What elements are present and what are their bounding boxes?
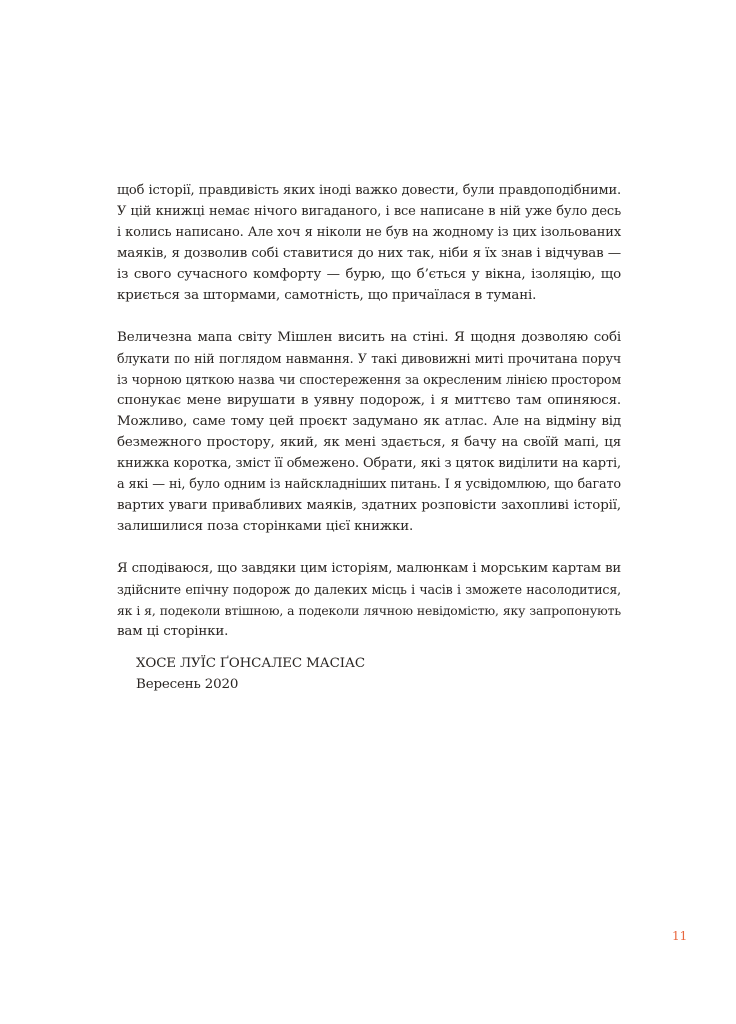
author-name: ХОСЕ ЛУЇС ҐОНСАЛЕС МАСІАС (136, 656, 365, 671)
text-line: щоб історії, правдивість яких іноді важко довести, були правдоподібними. (117, 183, 621, 198)
body-text (117, 180, 621, 663)
text-line: блукати по ній поглядом навмання. У такі дивовижні миті прочитана поруч (117, 351, 621, 366)
signature-block (136, 653, 365, 695)
text-line: книжка коротка, зміст її обмежено. Обрати, які з цяток виділити на карті, (117, 456, 621, 471)
text-line: безмежного простору, який, як мені здається, я бачу на своїй мапі, ця (117, 435, 621, 450)
text-line: маяків, я дозволив собі ставитися до них так, ніби я їх знав і відчував — (117, 246, 621, 261)
text-line: вам ці сторінки. (117, 624, 229, 639)
text-line: криється за штормами, самотність, що причаїлася в тумані. (117, 288, 537, 303)
text-line: Величезна мапа світу Мішлен висить на стіні. Я щодня дозволяю собі (117, 330, 621, 345)
signature-date: Вересень 2020 (136, 677, 239, 692)
text-line: Я сподіваюся, що завдяки цим історіям, малюнкам і морським картам ви (117, 561, 621, 576)
page-number: 11 (672, 929, 688, 943)
text-line: Можливо, саме тому цей проєкт задумано як атлас. Але на відміну від (117, 414, 621, 429)
text-line: як і я, подеколи втішною, а подеколи лячною невідомістю, яку запропонують (117, 603, 621, 618)
paragraph-1 (117, 180, 621, 306)
paragraph-3 (117, 558, 621, 642)
text-line: залишилися поза сторінками цієї книжки. (117, 519, 414, 534)
paragraph-2 (117, 327, 621, 537)
text-line: а які — ні, було одним із найскладніших питань. І я усвідомлюю, що багато (117, 477, 621, 492)
text-line: вартих уваги привабливих маяків, здатних розповісти захопливі історії, (117, 498, 621, 513)
text-line: із свого сучасного комфорту — бурю, що б’ється у вікна, ізоляцію, що (117, 267, 621, 282)
text-line: У цій книжці немає нічого вигаданого, і все написане в ній уже було десь (117, 204, 621, 219)
text-line: і колись написано. Але хоч я ніколи не був на жодному із цих ізольованих (117, 225, 621, 240)
text-line: із чорною цяткою назва чи спостереження за окресленим лінією простором (117, 372, 621, 387)
text-line: спонукає мене вирушати в уявну подорож, і я миттєво там опиняюся. (117, 393, 621, 408)
text-line: здійсните епічну подорож до далеких місць і часів і зможете насолодитися, (117, 582, 621, 597)
